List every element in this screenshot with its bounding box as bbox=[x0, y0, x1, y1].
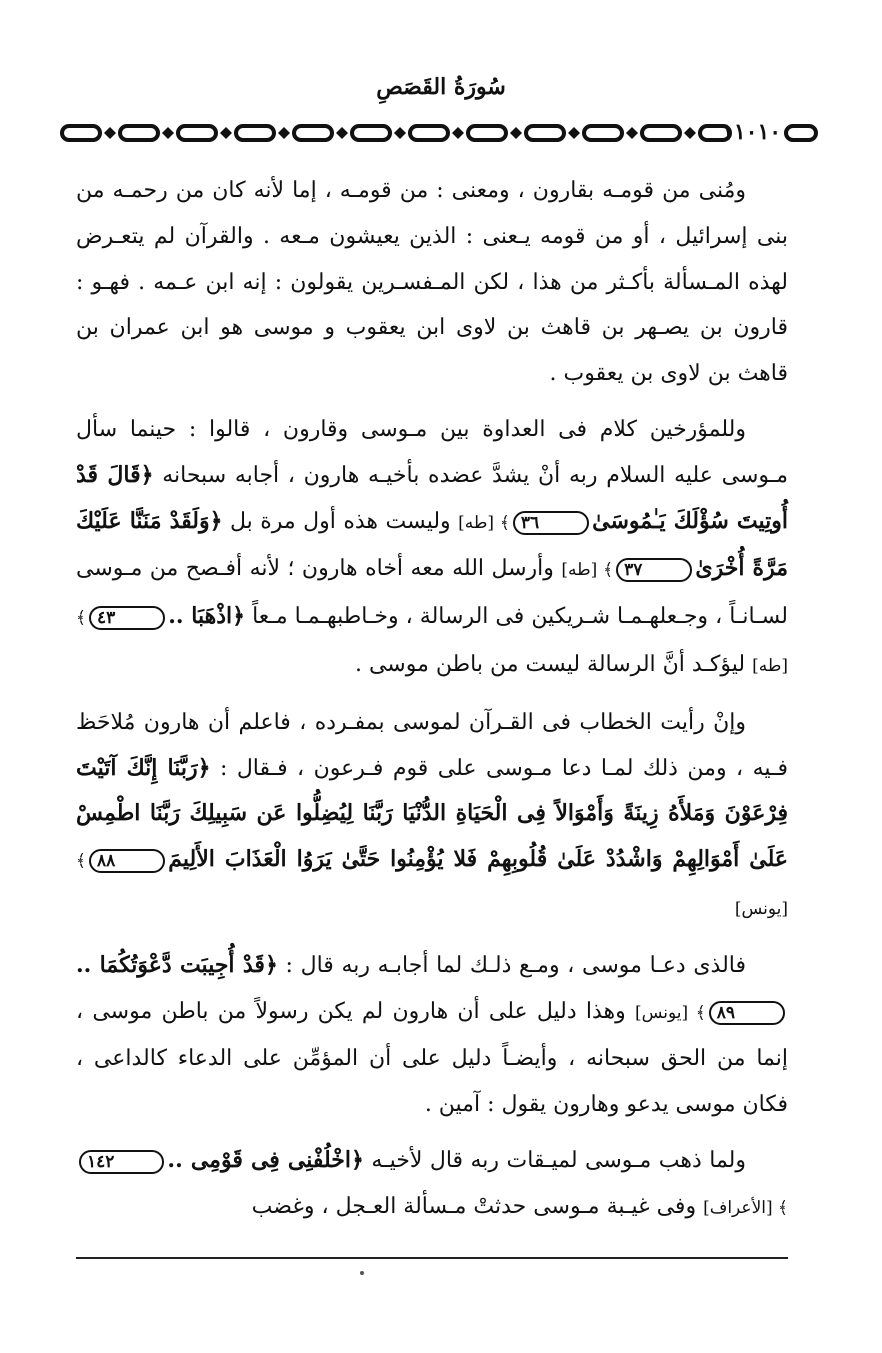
body-text: فالذى دعـا موسى ، ومـع ذلـك لما أجابـه ربه قال : bbox=[285, 952, 747, 978]
body-text: وأرسل الله معه أخاه هارون ؛ لأنه أفـصح من مـوسى لسـانـاً ، وجـعلهـمـا شـريكين فى الرسالة ، وخـاطبهـمـا مـعاً bbox=[76, 556, 788, 630]
quran-verse: ﴿قَالَ قَدْ أُوتِيتَ سُؤْلَكَ يَـٰمُوسَىٰ bbox=[76, 461, 788, 534]
ayah-number: ٤٣ bbox=[89, 606, 165, 630]
page-body bbox=[76, 168, 788, 1242]
sura-reference: ﴾ [طه] bbox=[76, 608, 788, 676]
page-title: سُورَةُ القَصَصِ bbox=[376, 74, 506, 100]
ayah-number: ٣٧ bbox=[616, 558, 692, 582]
body-text: وإنْ رأيت الخطاب فى القـرآن لموسى بمفـرده ، فاعلم أن هارون مُلاحَظ فـيه ، ومن ذلك لمـا دعا مـوسى على قوم فـرعون ، فـقال : bbox=[76, 709, 788, 781]
body-text: ليؤكـد أنَّ الرسالة ليست من باطن موسى . bbox=[354, 651, 746, 677]
paragraph-5 bbox=[76, 1138, 788, 1232]
page-number: ١١٠١٠ bbox=[722, 119, 782, 145]
paragraph-3 bbox=[76, 700, 788, 933]
ayah-number: ٨٨ bbox=[89, 849, 165, 873]
paragraph-1: ومُنى من قومـه بقارون ، ومعنى : من قومـه ، إما لأنه كان من رحمـه من بنى إسرائيل ، أو من قومه يـعنى : الذين يعيشون مـعه . والقرآن لم يتعـرض لهذه المـسألة بأكـثر من هذا ، لكن المـفسـرين يقولون : إنه ابن عـمه . فهـو : قارون بن يصـهر بن قاهث بن لاوى ابن يعقوب و موسى هو ابن عمران بن قاهث بن لاوى بن يعقوب . bbox=[76, 178, 788, 387]
body-text: وليست هذه أول مرة بل bbox=[229, 508, 451, 534]
sura-reference: ﴾ [طه] bbox=[458, 512, 510, 533]
body-text: وفى غيـبة مـوسى حدثتْ مـسألة العـجل ، وغضب bbox=[251, 1193, 697, 1219]
sura-reference: ﴾ [يونس] bbox=[634, 1002, 706, 1023]
quran-verse: ﴿وَلَقَدْ مَنَنَّا عَلَيْكَ مَرَّةً أُخْرَىٰ bbox=[76, 507, 788, 582]
ayah-number: ٨٩ bbox=[709, 1001, 785, 1025]
quran-verse: ﴿اذْهَبَا .. bbox=[168, 603, 246, 630]
ayah-number: ١٤٢ bbox=[79, 1150, 164, 1174]
quran-verse: ﴿قَدْ أُجِيبَت دَّعْوَتُكُمَا .. bbox=[76, 951, 278, 978]
body-text: وللمؤرخين كلام فى العداوة بين مـوسى وقارون ، قالوا : حينما سأل مـوسى عليه السلام ربه أنْ يشدَّ عضده بأخيـه هارون ، أجابه سبحانه bbox=[76, 416, 788, 488]
sura-reference: ﴾ [يونس] bbox=[76, 851, 788, 919]
body-text: وهذا دليل على أن هارون لم يكن رسولاً من باطن موسى ، إنما من الحق سبحانه ، وأيضـاً دليل على أن المؤمِّن على الدعاء كالداعى ، فكان موسى يدعو وهارون يقول : آمين . bbox=[76, 998, 788, 1118]
quran-verse: ﴿رَبَّنَا إِنَّكَ آتَيْتَ فِرْعَوْنَ وَمَلأَهُ زِينَةً وَأَمْوَالاً فِى الْحَيَاةِ الدُّنْيَا رَبَّنَا لِيُضِلُّوا عَن سَبِيلِكَ رَبَّنَا اطْمِسْ عَلَىٰ أَمْوَالِهِمْ وَاشْدُدْ عَلَىٰ قُلُوبِهِمْ فَلا يُؤْمِنُوا حَتَّىٰ يَرَوُا الْعَذَابَ الأَلِيمَ bbox=[76, 754, 788, 873]
footer-dot bbox=[360, 1271, 364, 1275]
decorative-border bbox=[60, 118, 820, 148]
footer-rule bbox=[76, 1257, 788, 1259]
paragraph-4 bbox=[76, 943, 788, 1128]
sura-reference: ﴾ [الأعراف] bbox=[703, 1197, 788, 1218]
ayah-number: ٣٦ bbox=[513, 511, 589, 535]
sura-reference: ﴾ [طه] bbox=[561, 560, 614, 581]
body-text: ولما ذهب مـوسى لميـقات ربه قال لأخيـه bbox=[371, 1147, 746, 1173]
quran-verse: ﴿اخْلُفْنِى فِى قَوْمِى .. bbox=[167, 1146, 364, 1173]
paragraph-2 bbox=[76, 407, 788, 690]
